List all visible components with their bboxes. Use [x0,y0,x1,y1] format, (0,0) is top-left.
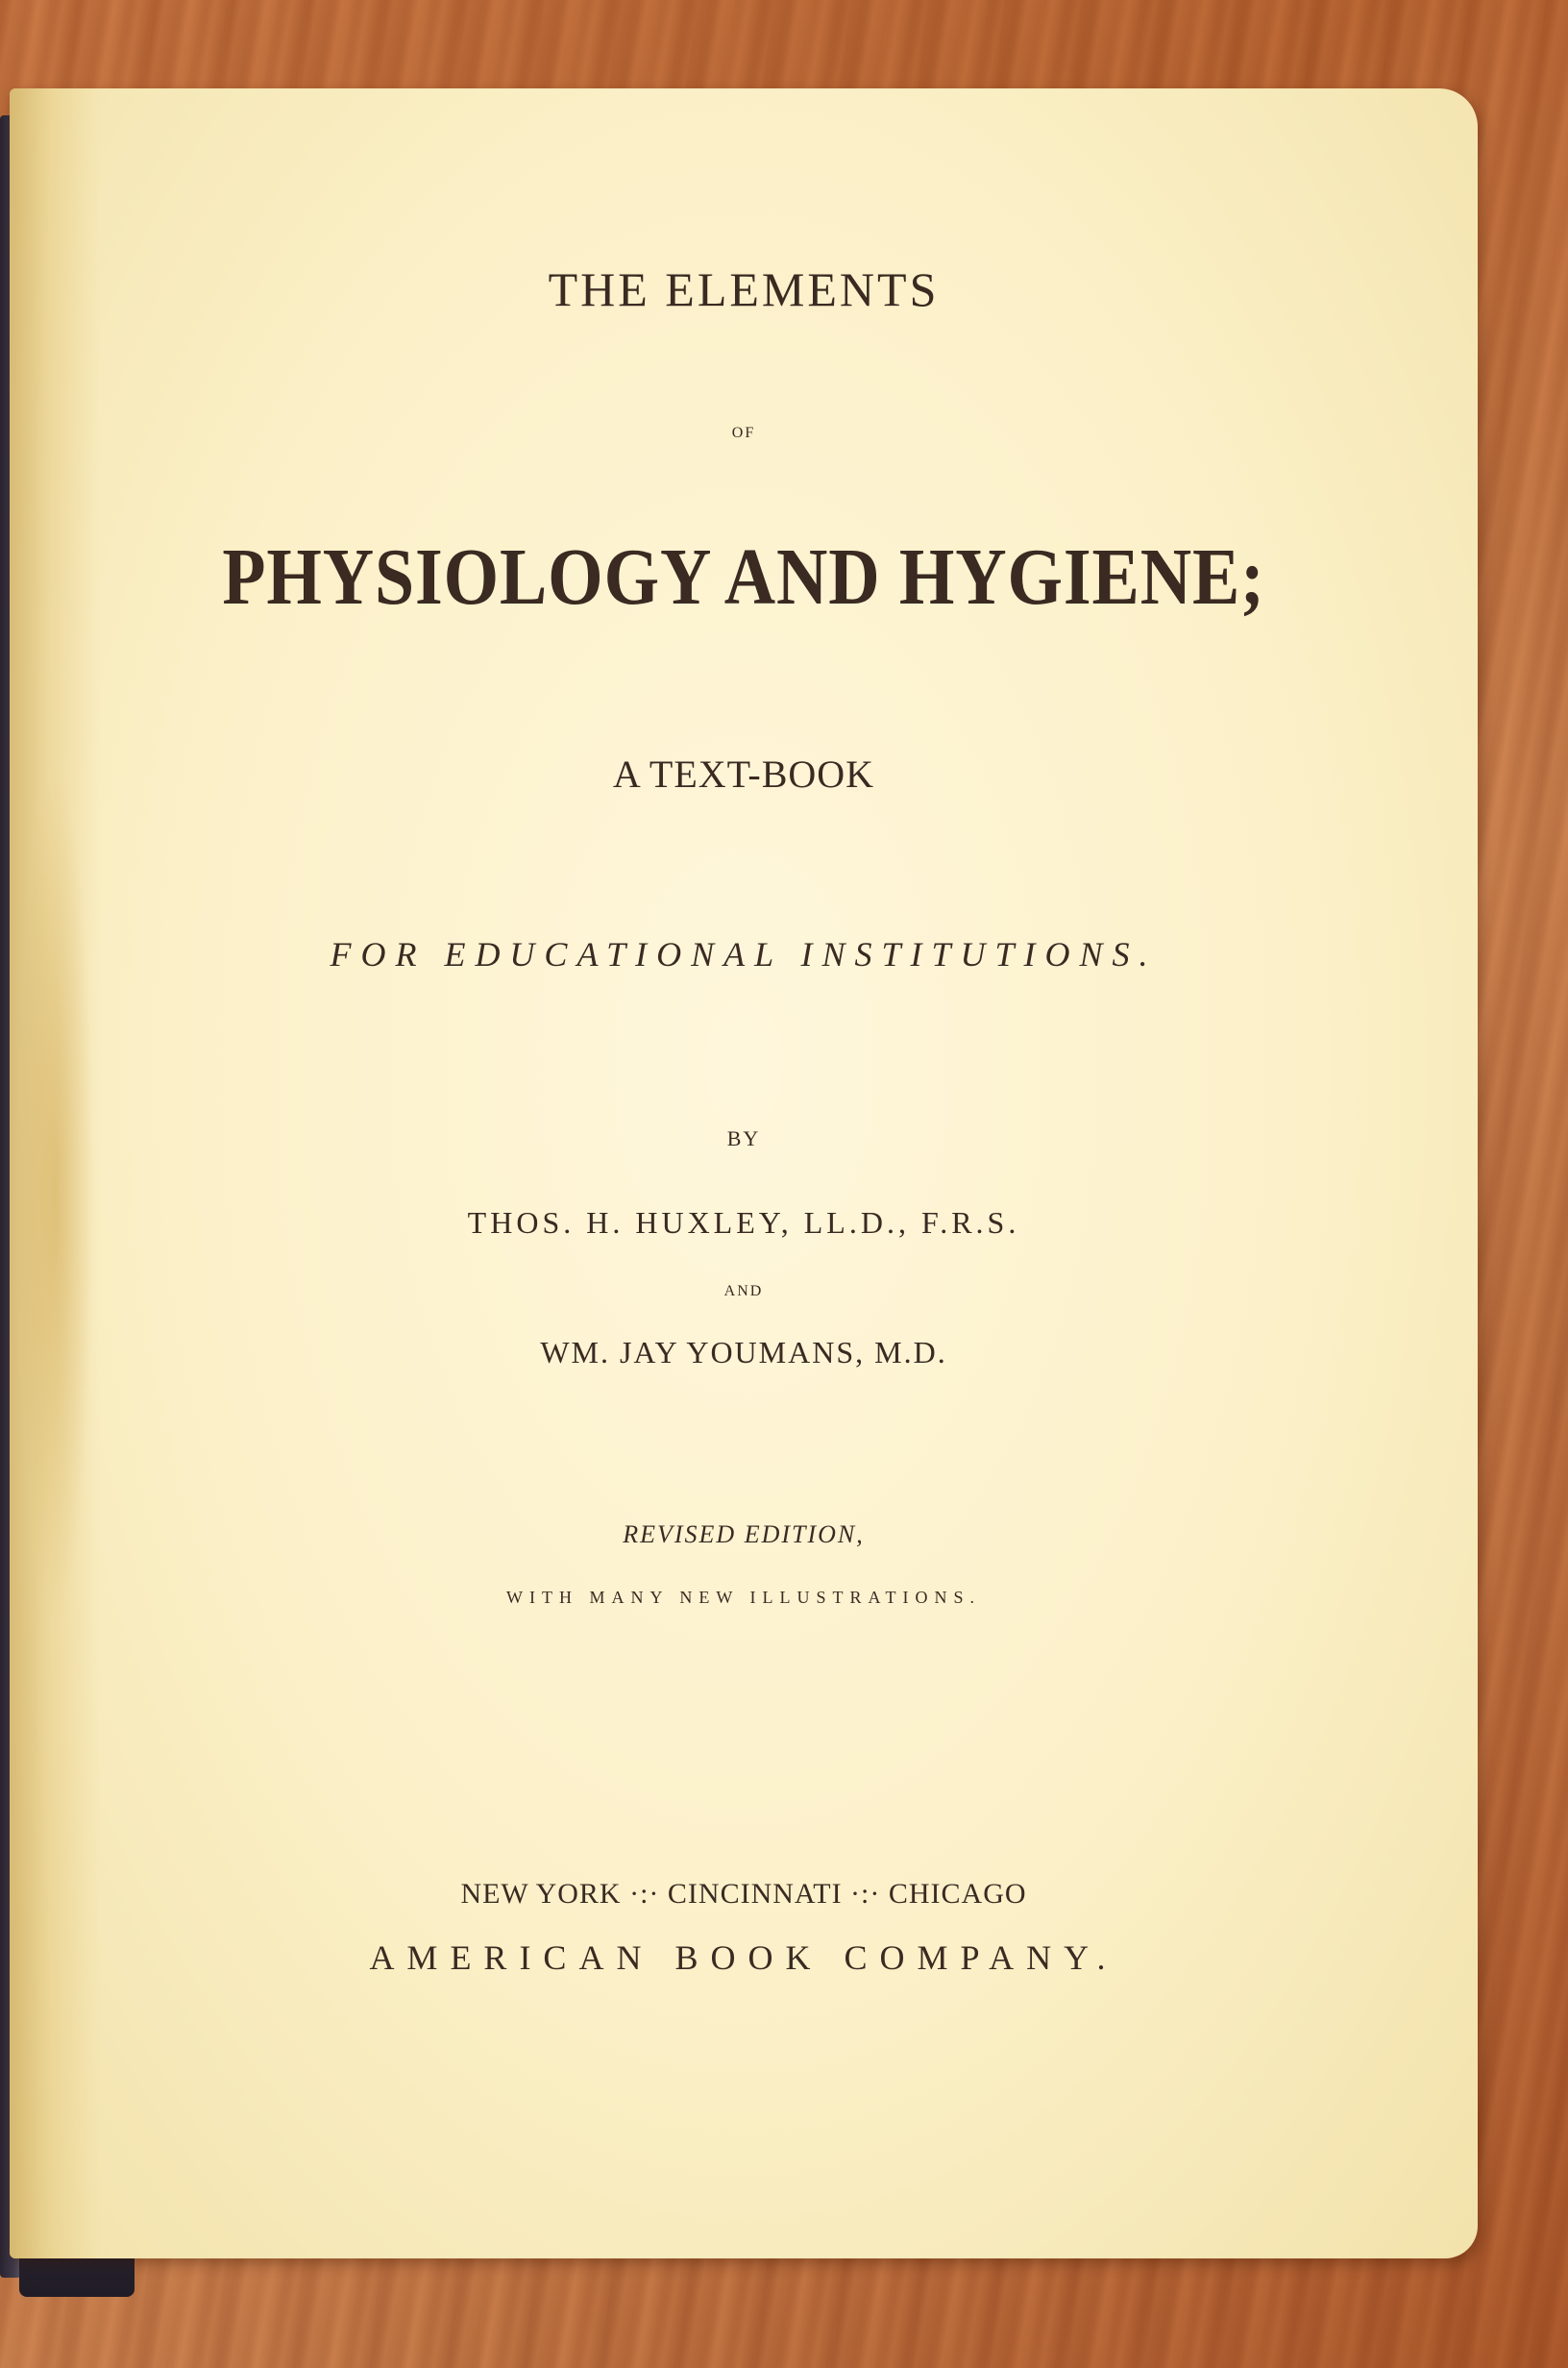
by-line: BY [726,1126,761,1150]
illustrations-line: WITH MANY NEW ILLUSTRATIONS. [506,1588,981,1607]
audience-line: FOR EDUCATIONAL INSTITUTIONS. [330,935,1158,974]
main-title: PHYSIOLOGY AND HYGIENE; [222,532,1265,622]
subtitle: A TEXT-BOOK [612,752,875,796]
title-of-line: OF [731,425,756,441]
publisher-cities: NEW YORK ·:· CINCINNATI ·:· CHICAGO [460,1878,1027,1910]
title-page [10,88,1478,2258]
and-line: AND [723,1283,764,1299]
author-huxley: THOS. H. HUXLEY, LL.D., F.R.S. [467,1205,1020,1240]
edition-line: REVISED EDITION, [623,1520,865,1548]
author-youmans: WM. JAY YOUMANS, M.D. [540,1335,947,1369]
publisher-name: AMERICAN BOOK COMPANY. [369,1938,1118,1977]
page-stain [17,761,94,1626]
title-top-line: THE ELEMENTS [548,262,940,316]
